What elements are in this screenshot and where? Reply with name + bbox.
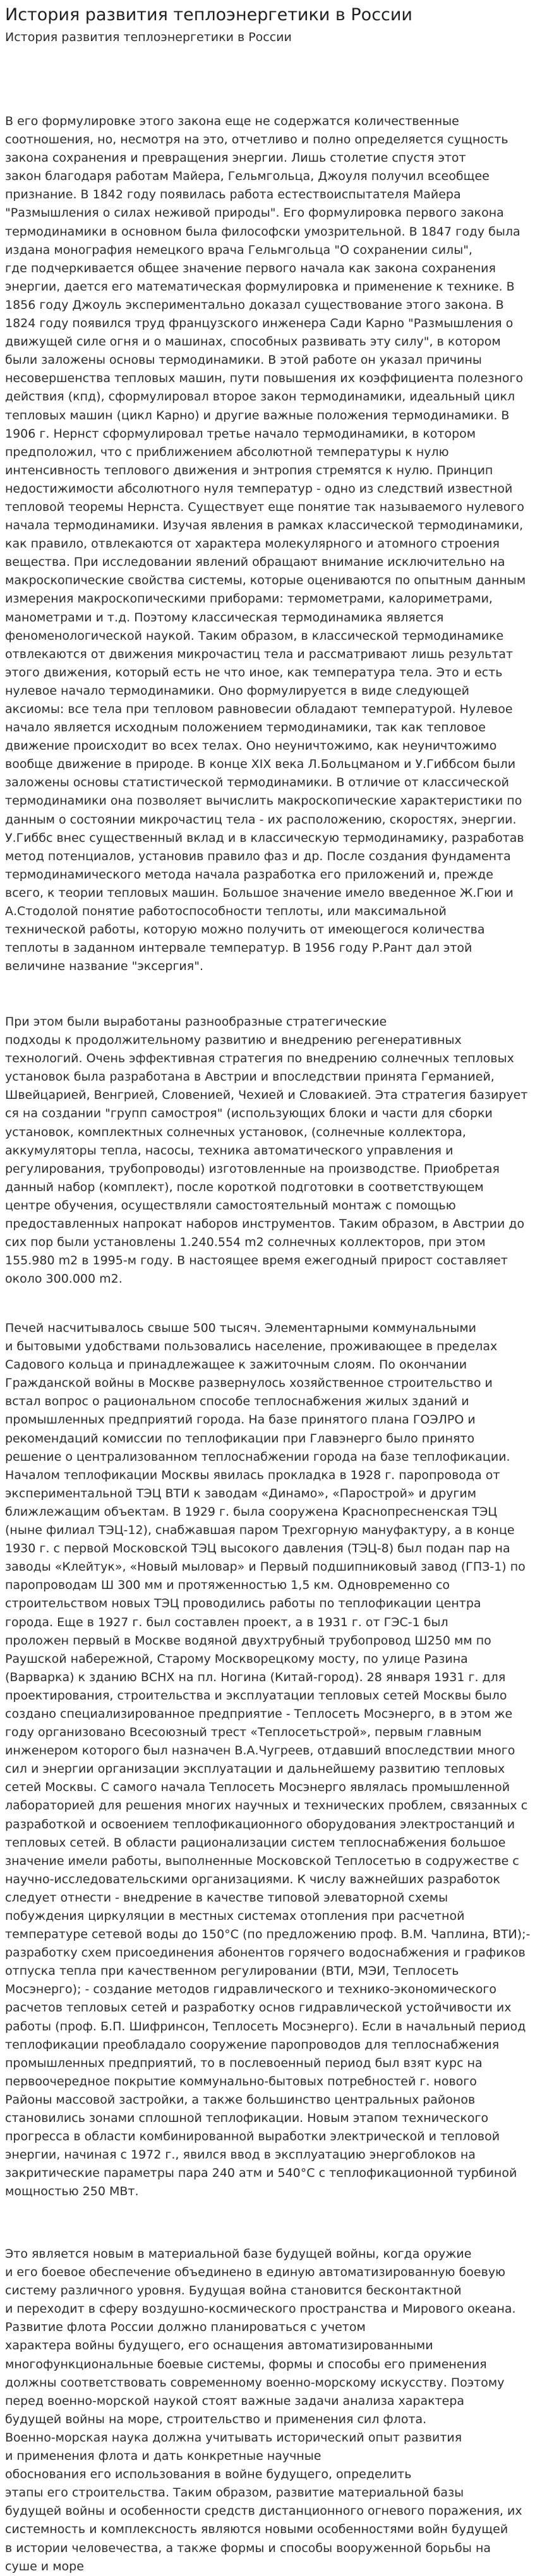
paragraph-line: В его формулировке этого закона еще не содержатся количественные	[5, 114, 459, 128]
paragraph-line: обоснования его использования в войне будущего, определить	[5, 2467, 412, 2482]
paragraph-line: температуре сетевой воды до 150°С (по предложению проф. В.М. Чаплина, ВТИ);-	[5, 1927, 531, 1942]
paragraph-line: всего, к теории тепловых машин. Большое значение имело введенное Ж.Гюи и	[5, 885, 514, 900]
paragraph-line: и его боевое обеспечение объединено в единую автоматизированную боевую	[5, 2265, 506, 2280]
paragraph-line: Это является новым в материальной базе будущей войны, когда оружие	[5, 2247, 472, 2261]
paragraph-line: данным о состоянии микрочастиц тела - их расположению, скоростях, энергии.	[5, 812, 517, 827]
paragraph-line: 1906 г. Нернст сформулировал третье начало термодинамики, в котором	[5, 426, 476, 441]
paragraph-line: строительством новых ТЭЦ проводились работы по теплофикации центра	[5, 1597, 481, 1611]
paragraph-line: Военно-морская наука должна учитывать исторический опыт развития	[5, 2430, 462, 2445]
paragraph-line: термодинамического метода начала разработка его приложений и, прежде	[5, 867, 493, 882]
paragraph-line: Садового кольца и принадлежащее к зажиточным слоям. По окончании	[5, 1358, 467, 1372]
paragraph-line: соотношения, но, несмотря на это, отчетливо и полно определяется сущность	[5, 133, 508, 147]
paragraph-line: закон благодаря работам Майера, Гельмгольца, Джоуля получил всеобщее	[5, 169, 490, 184]
paragraph-line: вообще движение в природе. В конце XIX века Л.Больцманом и У.Гиббсом были	[5, 757, 516, 772]
paragraph-line: паропроводам Ш 300 мм и протяженностью 1,5 км. Одновременно со	[5, 1578, 450, 1593]
paragraph-line: данный набор (комплект), после короткой подготовки в соответствующем	[5, 1180, 484, 1194]
paragraph-line: 1930 г. с первой Московской ТЭЦ высокого давления (ТЭЦ-8) был подан пар на	[5, 1542, 510, 1556]
paragraph-line: лабораторией для решения многих научных и технических проблем, связанных с	[5, 1799, 528, 1813]
paragraph-line: 155.980 m2 в 1995-м году. В настоящее время ежегодный прирост составляет	[5, 1254, 508, 1268]
paragraph-line: экспериментальной ТЭЦ ВТИ к заводам «Динамо», «Парострой» и другим	[5, 1486, 477, 1501]
paragraph-line: становились зонами сплошной теплофикации. Новым этапом технического	[5, 2111, 489, 2126]
paragraph-line: значение имели работы, выполненные Московской Теплосетью в содружестве с	[5, 1854, 519, 1868]
paragraph-line: мощностью 250 МВт.	[5, 2184, 139, 2199]
paragraph-line: термодинамики в основном была философски умозрительной. В 1847 году была	[5, 224, 520, 239]
paragraph-line: побуждения циркуляции в местных системах отопления при расчетной	[5, 1909, 465, 1923]
paragraph-line: тепловых машин (цикл Карно) и другие важные положения термодинамики. В	[5, 408, 510, 422]
paragraph-line: аккумуляторы тепла, насосы, техника автоматического управления и	[5, 1143, 454, 1158]
paragraph-line: инженером которого был назначен В.А.Чугреев, отдавший впоследствии много	[5, 1744, 515, 1758]
paragraph-line: прогресса в области комбинированной выработки электрической и тепловой	[5, 2130, 500, 2144]
paragraph-line: ся на создании "групп самостроя" (использующих блоки и части для сборки	[5, 1106, 493, 1121]
paragraph-line: 1824 году появился труд французского инженера Сади Карно "Размышления о	[5, 316, 514, 331]
paragraph-line: теплоты в заданном интервале температур. В 1956 году Р.Рант дал этой	[5, 941, 472, 956]
paragraph-line: измерения макроскопическими приборами: термометрами, калориметрами,	[5, 592, 493, 606]
paragraph-line: характера войны будущего, его оснащения автоматизированными	[5, 2339, 433, 2353]
paragraph-line: где подчеркивается общее значение первого начала как закона сохранения	[5, 261, 496, 275]
paragraph-line: регулирования, трубопроводы) изготовленные на производстве. Приобретая	[5, 1161, 500, 1176]
paragraph-line: Началом теплофикации Москвы явилась прокладка в 1928 г. паропровода от	[5, 1468, 500, 1482]
paragraph-line: теплофикации преобладало сооружение паропроводов для теплоснабжения	[5, 2037, 500, 2052]
paragraph-line: центре обучения, осуществляли самостоятельный монтаж с помощью	[5, 1198, 456, 1213]
paragraph-line: и бытовыми удобствами пользовались население, проживающее в пределах	[5, 1339, 498, 1354]
paragraph-line: будущей войны на море, строительство и применения сил флота.	[5, 2412, 427, 2426]
paragraph-line: году организовано Всесоюзный трест «Теплосетьстрой», первым главным	[5, 1725, 482, 1740]
paragraph-line: начала термодинамики. Изучая явления в рамках классической термодинамики,	[5, 518, 524, 533]
paragraph-line: разработку схем присоединения абонентов горячего водоснабжения и графиков	[5, 1946, 526, 1960]
paragraph-line: и переходит в сферу воздушно-космического пространства и Мирового океана.	[5, 2302, 516, 2316]
paragraph-line: подходы к продолжительному развитию и внедрению регенеративных	[5, 1033, 462, 1048]
paragraph-line: этого движения, который есть не что иное, как температура тела. Это и есть	[5, 665, 503, 680]
paragraph-line: ближлежащим объектам. В 1929 г. была сооружена Краснопресненская ТЭЦ	[5, 1504, 498, 1519]
paragraph-line: движение происходит во всех телах. Оно неуничтожимо, как неуничтожимо	[5, 739, 497, 753]
paragraph-line: Мосэнерго); - создание методов гидравлического и технико-экономического	[5, 1982, 496, 1997]
paragraph-line: У.Гиббс внес существенный вклад и в классическую термодинамику, разработав	[5, 830, 524, 845]
paragraph-line: расчетов тепловых сетей и разработку основ гидравлической устойчивости их	[5, 2001, 512, 2015]
paragraph-line: технической работы, которую можно получить от имеющегося количества	[5, 923, 485, 937]
paragraph-line: (Варварка) к зданию ВСНХ на пл. Ногина (Китай-город). 28 января 1931 г. для	[5, 1670, 506, 1684]
paragraph-line: сетей Москвы. С самого начала Теплосеть Мосэнерго являлась промышленной	[5, 1780, 510, 1795]
paragraph-line: Швейцарией, Венгрией, Словенией, Чехией и Словакией. Эта стратегия базирует	[5, 1088, 528, 1103]
paragraph-line: закритические параметры пара 240 атм и 540°С с теплофикационной турбиной	[5, 2166, 517, 2181]
paragraph-line: систему различного уровня. Будущая война становится бесконтактной	[5, 2284, 462, 2298]
paragraph-line: интенсивность теплового движения и энтропия стремятся к нулю. Принцип	[5, 463, 493, 477]
paragraph-line: первоочередное покрытие коммунально-бытовых потребностей г. нового	[5, 2074, 477, 2088]
paragraph-line: установок, комплектных солнечных установок, (солнечные коллектора,	[5, 1125, 466, 1139]
paragraph-line: предоставленных напрокат наборов инструментов. Таким образом, в Австрии до	[5, 1217, 525, 1231]
paragraph-line: около 300.000 m2.	[5, 1272, 123, 1286]
paragraph-line: отвлекаются от движения микрочастиц тела и рассматривают лишь результат	[5, 647, 514, 661]
paragraph-line: несовершенства тепловых машин, пути повышения их коэффициента полезного	[5, 371, 524, 386]
paragraph-line: следует отнести - внедрение в качестве типовой элеваторной схемы	[5, 1890, 448, 1905]
paragraph-line: суше и море	[5, 2559, 84, 2573]
paragraph-line: должны соответствовать современному военно-морскому искусству. Поэтому	[5, 2375, 505, 2390]
paragraph-line: величине название "эксергия".	[5, 959, 203, 974]
paragraph-line: недостижимости абсолютного нуля температур - одно из следствий известной	[5, 481, 513, 496]
paragraph-line: заложены основы статистической термодинамики. В отличие от классической	[5, 776, 509, 790]
paragraph-line: 1856 году Джоуль экспериментально доказал существование этого закона. В	[5, 297, 504, 312]
paragraph-energy-law	[5, 112, 533, 976]
paragraph-solar-strategy	[5, 1013, 533, 1288]
paragraph-line: встал вопрос о рациональном способе теплоснабжения жилых зданий и	[5, 1394, 469, 1409]
paragraph-line: При этом были выработаны разнообразные стратегические	[5, 1015, 387, 1029]
paragraph-line: начало является исходным положением термодинамики, так как тепловое	[5, 721, 486, 735]
paragraph-future-war	[5, 2245, 533, 2576]
paragraph-line: научно-исследовательскими организациями. К числу важнейших разработок	[5, 1872, 500, 1886]
paragraph-line: издана монография немецкого врача Гельмгольца "О сохранении силы",	[5, 243, 472, 257]
paragraph-line: в истории человечества, а также формы и способы вооруженной борьбы на	[5, 2541, 491, 2555]
paragraph-line: феноменологической наукой. Таким образом, в классической термодинамике	[5, 628, 504, 643]
paragraph-line: тепловой теоремы Нернста. Существует еще понятие так называемого нулевого	[5, 500, 525, 514]
page-title: История развития теплоэнергетики в России	[5, 5, 412, 25]
paragraph-line: отпуска тепла при качественном регулировании (ВТИ, МЭИ, Теплосеть	[5, 1964, 459, 1979]
paragraph-line: Развитие флота России должно планироваться с учетом	[5, 2320, 366, 2335]
paragraph-line: перед военно-морской наукой стоят важные задачи анализа характера	[5, 2393, 465, 2408]
paragraph-line: макроскопические свойства системы, которые оцениваются по опытным данным	[5, 573, 526, 588]
paragraph-line: предположил, что с приближением абсолютной температуры к нулю	[5, 445, 449, 459]
paragraph-line: будущей войны и особенности средств дистанционного огневого поражения, их	[5, 2504, 522, 2519]
paragraph-line: сих пор были установлены 1.240.554 m2 солнечных коллекторов, при этом	[5, 1235, 486, 1250]
paragraph-line: Гражданской войны в Москве развернулось хозяйственное строительство и	[5, 1376, 493, 1391]
paragraph-line: тепловых сетей. В области рационализации систем теплоснабжения большое	[5, 1835, 506, 1850]
paragraph-line: многофункциональные боевые системы, формы и способы его применения	[5, 2357, 487, 2371]
paragraph-line: работы (проф. Б.П. Шифринсон, Теплосеть Мосэнерго). Если в начальный период	[5, 2019, 526, 2034]
paragraph-line: как правило, отвлекаются от характера молекулярного и атомного строения	[5, 537, 500, 551]
paragraph-line: и применения флота и дать конкретные научные	[5, 2449, 322, 2464]
paragraph-line: Печей насчитывалось свыше 500 тысяч. Элементарными коммунальными	[5, 1321, 477, 1335]
paragraph-line: А.Стодолой понятие работоспособности теплоты, или максимальной	[5, 904, 447, 919]
paragraph-line: решение о централизованном теплоснабжении города на базе теплофикации.	[5, 1449, 510, 1464]
paragraph-line: признание. В 1842 году появилась работа естествоиспытателя Майера	[5, 188, 461, 202]
paragraph-line: проложен первый в Москве водяной двухтрубный трубопровод Ш250 мм по	[5, 1633, 491, 1648]
paragraph-line: системность и комплексность являются новыми особенностями войн будущей	[5, 2522, 508, 2537]
paragraph-line: аксиомы: все тела при тепловом равновесии обладают температурой. Нулевое	[5, 702, 513, 716]
paragraph-line: технологий. Очень эффективная стратегия по внедрению солнечных тепловых	[5, 1051, 514, 1066]
paragraph-line: нулевое начало термодинамики. Оно формулируется в виде следующей	[5, 683, 469, 698]
paragraph-line: энергии, дается его математическая формулировка и применение к технике. В	[5, 279, 515, 294]
paragraph-line: манометрами и т.д. Поэтому классическая термодинамика является	[5, 610, 444, 625]
paragraph-line: Раушской набережной, Старому Москворецкому мосту, по улице Разина	[5, 1651, 468, 1666]
page-subtitle: История развития теплоэнергетики в России	[5, 30, 292, 44]
paragraph-line: проектирования, строительства и эксплуатации тепловых сетей Москвы было	[5, 1688, 507, 1703]
paragraph-line: вещества. При исследовании явлений обращают внимание исключительно на	[5, 555, 505, 570]
paragraph-line: создано специализированное предприятие - Теплосеть Мосэнерго, в в этом же	[5, 1706, 513, 1721]
paragraph-line: промышленных предприятий города. На базе принятого плана ГОЭЛРО и	[5, 1413, 476, 1427]
paragraph-line: установок была разработана в Австрии и впоследствии принята Германией,	[5, 1070, 495, 1084]
paragraph-line: действия (кпд), сформулировал второе закон термодинамики, идеальный цикл	[5, 390, 515, 404]
paragraph-line: были заложены основы термодинамики. В этой работе он указал причины	[5, 353, 482, 368]
paragraph-line: энергии, начиная с 1972 г., явился ввод в эксплуатацию энергоблоков на	[5, 2148, 476, 2162]
paragraph-line: этапы его строительства. Таким образом, развитие материальной базы	[5, 2486, 464, 2500]
paragraph-line: промышленных предприятий, то в послевоенный период был взят курс на	[5, 2056, 483, 2070]
paragraph-line: разработкой и освоением теплофикационного оборудования электростанций и	[5, 1817, 515, 1831]
paragraph-line: движущей силе огня и о машинах, способных развивать эту силу", в котором	[5, 335, 501, 349]
paragraph-line: сил и энергии организации эксплуатации и дальнейшему развитию тепловых	[5, 1762, 505, 1776]
paragraph-line: рекомендаций комиссии по теплофикации при Главэнерго было принято	[5, 1431, 475, 1446]
paragraph-line: метод потенциалов, установив правило фаз и др. После создания фундамента	[5, 849, 511, 863]
paragraph-moscow-heating	[5, 1319, 533, 2202]
paragraph-line: (ныне филиал ТЭЦ-12), снабжавшая паром Трехгорную мануфактуру, а в конце	[5, 1523, 515, 1538]
paragraph-line: Районы массовой застройки, а также большинство центральных районов	[5, 2092, 476, 2107]
paragraph-line: "Размышления о силах неживой природы". Его формулировка первого закона	[5, 206, 504, 220]
paragraph-line: термодинамики она позволяет вычислить макроскопические характеристики по	[5, 794, 522, 808]
paragraph-line: заводы «Клейтук», «Новый мыловар» и Первый подшипниковый завод (ГПЗ-1) по	[5, 1560, 526, 1574]
paragraph-line: закона сохранения и превращения энергии. Лишь столетие спустя этот	[5, 151, 466, 165]
paragraph-line: города. Еще в 1927 г. был составлен проект, а в 1931 г. от ГЭС-1 был	[5, 1615, 448, 1629]
